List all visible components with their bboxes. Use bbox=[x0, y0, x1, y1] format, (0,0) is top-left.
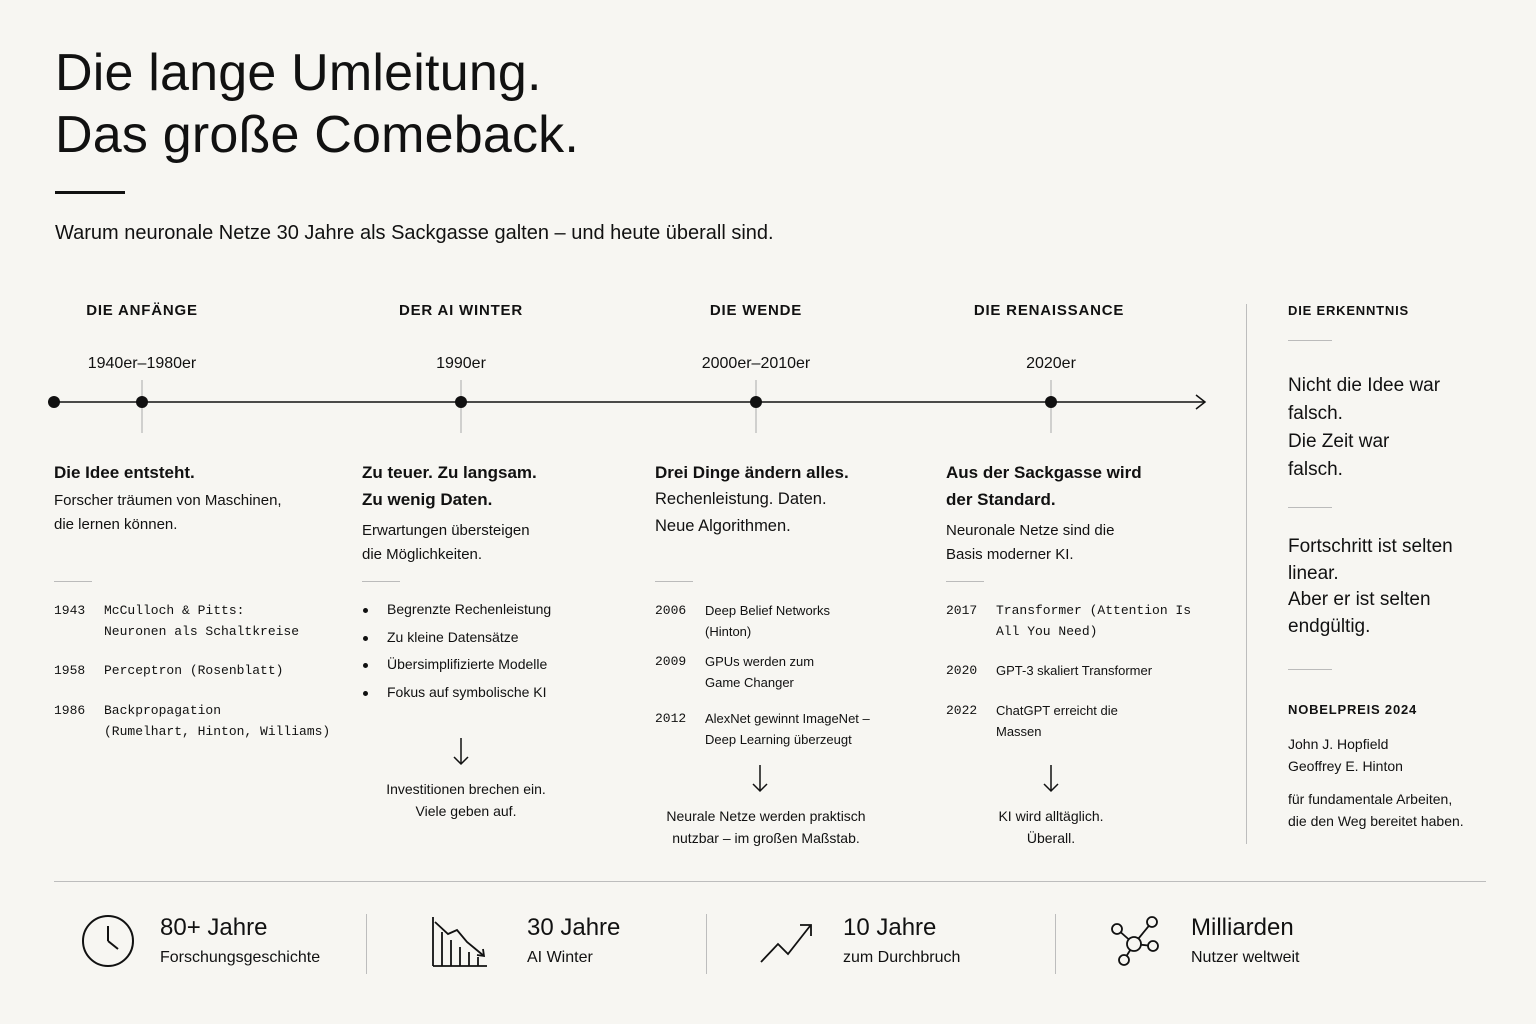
event-year: 1943 bbox=[54, 603, 86, 618]
phase-label-renaissance: DIE RENAISSANCE bbox=[973, 302, 1125, 319]
clock-icon bbox=[82, 915, 136, 969]
laureate-name: John J. Hopfield bbox=[1288, 736, 1389, 752]
stat-separator bbox=[366, 914, 367, 974]
event-year: 2012 bbox=[655, 711, 687, 726]
phase-label-anfaenge: DIE ANFÄNGE bbox=[86, 302, 198, 319]
divider bbox=[54, 581, 92, 582]
phase-date-wende: 2000er–2010er bbox=[701, 355, 811, 372]
event-text: Transformer (Attention Is bbox=[996, 603, 1192, 618]
event-text: McCulloch & Pitts: bbox=[104, 603, 245, 618]
event-2012 bbox=[655, 708, 870, 750]
event-year: 2020 bbox=[946, 663, 978, 678]
nobel-laureates bbox=[1288, 733, 1403, 777]
event-1986 bbox=[54, 700, 330, 742]
result-text: Investitionen brechen ein. bbox=[386, 781, 546, 797]
event-text: GPT-3 skaliert Transformer bbox=[996, 663, 1153, 678]
list-item: Begrenzte Rechenleistung bbox=[362, 596, 551, 624]
declining-bar-chart-icon bbox=[432, 916, 488, 968]
phase-label-wende: DIE WENDE bbox=[709, 302, 803, 319]
network-nodes-icon bbox=[1110, 914, 1158, 968]
event-year: 1986 bbox=[54, 703, 86, 718]
event-text: Perceptron (Rosenblatt) bbox=[104, 663, 284, 678]
divider bbox=[1288, 507, 1332, 508]
insight-text: Die Zeit war bbox=[1288, 431, 1390, 452]
page-title-line-2: Das große Comeback. bbox=[55, 106, 580, 164]
phase-wende-result bbox=[616, 805, 916, 849]
phase-heading: Aus der Sackgasse wird bbox=[946, 463, 1142, 482]
stat-value: 30 Jahre bbox=[527, 914, 621, 941]
event-text: Neuronen als Schaltkreise bbox=[104, 624, 300, 639]
stat-value: 10 Jahre bbox=[843, 914, 937, 941]
list-item: Zu kleine Datensätze bbox=[362, 624, 551, 652]
divider bbox=[1288, 340, 1332, 341]
divider bbox=[655, 581, 693, 582]
event-text: Deep Belief Networks bbox=[705, 603, 830, 618]
nobel-reason bbox=[1288, 788, 1464, 832]
stat-value: 80+ Jahre bbox=[160, 914, 268, 941]
insight-text: Nicht die Idee war bbox=[1288, 375, 1441, 396]
event-year: 1958 bbox=[54, 663, 86, 678]
event-1958 bbox=[54, 660, 283, 681]
result-text: Viele geben auf. bbox=[415, 803, 517, 819]
insight-text: falsch. bbox=[1288, 459, 1343, 480]
stat-label: Nutzer weltweit bbox=[1191, 949, 1300, 966]
page-title-line-1: Die lange Umleitung. bbox=[55, 44, 542, 102]
stat-separator bbox=[1055, 914, 1056, 974]
phase-description: Basis moderner KI. bbox=[946, 546, 1074, 563]
event-year: 2006 bbox=[655, 603, 687, 618]
stat-label: AI Winter bbox=[527, 949, 593, 966]
phase-ai-winter-result bbox=[336, 778, 596, 822]
phase-wende-text bbox=[655, 459, 849, 540]
insight-text: Fortschritt ist selten bbox=[1288, 536, 1453, 557]
phase-heading: Zu wenig Daten. bbox=[362, 490, 493, 509]
event-year: 2017 bbox=[946, 603, 978, 618]
stats-divider bbox=[54, 881, 1486, 882]
phase-description: Neuronale Netze sind die bbox=[946, 522, 1115, 539]
result-text: Überall. bbox=[1026, 830, 1076, 846]
divider bbox=[362, 581, 400, 582]
event-year: 2022 bbox=[946, 703, 978, 718]
phase-ai-winter-text bbox=[362, 459, 537, 567]
phase-heading: Drei Dinge ändern alles. bbox=[655, 463, 849, 482]
phase-heading: Die Idee entsteht. bbox=[54, 463, 195, 482]
phase-description: Rechenleistung. Daten. bbox=[655, 490, 827, 508]
phase-heading: der Standard. bbox=[946, 490, 1056, 509]
trend-up-arrow-icon bbox=[760, 922, 814, 964]
event-2006 bbox=[655, 600, 830, 642]
stat-label: zum Durchbruch bbox=[843, 949, 961, 966]
sidebar-divider bbox=[1246, 304, 1247, 844]
event-text: ChatGPT erreicht die bbox=[996, 703, 1118, 718]
result-text: nutzbar – im großen Maßstab. bbox=[672, 830, 860, 846]
result-text: KI wird alltäglich. bbox=[998, 808, 1104, 824]
event-2017 bbox=[946, 600, 1191, 642]
event-text: Game Changer bbox=[705, 675, 794, 690]
result-text: Neurale Netze werden praktisch bbox=[666, 808, 866, 824]
phase-date-ai-winter: 1990er bbox=[436, 355, 486, 372]
phase-label-ai-winter: DER AI WINTER bbox=[398, 302, 523, 319]
event-text: (Hinton) bbox=[705, 624, 752, 639]
phase-description: Neue Algorithmen. bbox=[655, 517, 791, 535]
event-text: AlexNet gewinnt ImageNet – bbox=[705, 711, 870, 726]
event-text: Backpropagation bbox=[104, 703, 222, 718]
nobel-reason-text: für fundamentale Arbeiten, bbox=[1288, 791, 1453, 807]
stat-separator bbox=[706, 914, 707, 974]
phase-heading: Zu teuer. Zu langsam. bbox=[362, 463, 537, 482]
event-text: GPUs werden zum bbox=[705, 654, 815, 669]
arrow-down-icon bbox=[1043, 765, 1059, 793]
phase-description: die Möglichkeiten. bbox=[362, 546, 483, 563]
phase-date-anfaenge: 1940er–1980er bbox=[87, 355, 197, 372]
insight-text: linear. bbox=[1288, 562, 1339, 584]
event-text: Deep Learning überzeugt bbox=[705, 732, 852, 747]
nobel-reason-text: die den Weg bereitet haben. bbox=[1288, 813, 1464, 829]
event-2022 bbox=[946, 700, 1118, 742]
event-text: All You Need) bbox=[996, 624, 1098, 639]
list-item: Fokus auf symbolische KI bbox=[362, 679, 551, 707]
divider bbox=[946, 581, 984, 582]
stat-label: Forschungsgeschichte bbox=[160, 949, 321, 966]
phase-renaissance-result bbox=[951, 805, 1151, 849]
arrow-down-icon bbox=[453, 738, 469, 766]
phase-anfaenge-text bbox=[54, 459, 282, 537]
divider bbox=[1288, 669, 1332, 670]
event-text: (Rumelhart, Hinton, Williams) bbox=[104, 724, 331, 739]
event-text: Massen bbox=[996, 724, 1042, 739]
winter-reasons-list bbox=[362, 596, 551, 706]
insight-label: DIE ERKENNTNIS bbox=[1288, 303, 1409, 318]
insight-statement-2 bbox=[1288, 534, 1453, 640]
insight-text: endgültig. bbox=[1288, 615, 1371, 637]
insight-text: Aber er ist selten bbox=[1288, 589, 1431, 610]
stat-value: Milliarden bbox=[1191, 914, 1294, 941]
event-1943 bbox=[54, 600, 299, 642]
arrow-down-icon bbox=[752, 765, 768, 793]
event-2009 bbox=[655, 651, 814, 693]
nobel-label: NOBELPREIS 2024 bbox=[1288, 702, 1418, 717]
laureate-name: Geoffrey E. Hinton bbox=[1288, 758, 1403, 774]
page-subtitle: Warum neuronale Netze 30 Jahre als Sackgasse galten – und heute überall sind. bbox=[55, 222, 774, 244]
phase-description: die lernen können. bbox=[54, 516, 178, 533]
phase-date-renaissance: 2020er bbox=[1026, 355, 1076, 372]
list-item: Übersimplifizierte Modelle bbox=[362, 651, 551, 679]
phase-description: Forscher träumen von Maschinen, bbox=[54, 492, 282, 509]
insight-statement-1 bbox=[1288, 372, 1440, 484]
event-2020 bbox=[946, 660, 1152, 681]
event-year: 2009 bbox=[655, 654, 687, 669]
phase-renaissance-text bbox=[946, 459, 1142, 567]
phase-description: Erwartungen übersteigen bbox=[362, 522, 530, 539]
insight-text: falsch. bbox=[1288, 403, 1343, 424]
